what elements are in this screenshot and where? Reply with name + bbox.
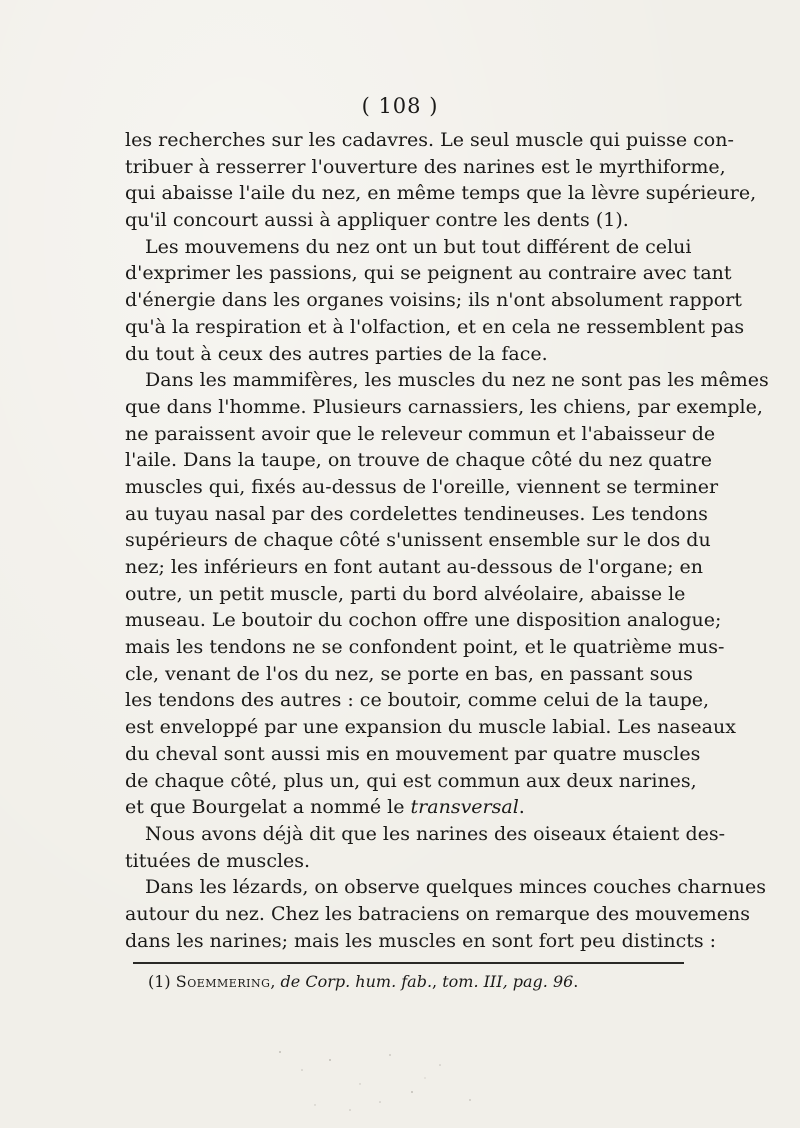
footnote (148, 972, 688, 991)
text-line: l'aile. Dans la taupe, on trouve de chaque côté du nez quatre (125, 449, 712, 472)
paper-specks-decoration (240, 1040, 540, 1120)
footnote-reference: tom. III, pag. 96 (442, 972, 574, 991)
paragraph-start: Les mouvemens du nez ont un but tout différent de celui (145, 235, 692, 258)
text-line: de chaque côté, plus un, qui est commun aux deux narines, (125, 769, 697, 792)
text-line: qu'il concourt aussi à appliquer contre les dents (1). (125, 209, 629, 232)
text-line: mais les tendons ne se confondent point, et le quatrième mus- (125, 636, 725, 659)
text-line: cle, venant de l'os du nez, se porte en bas, en passant sous (125, 662, 693, 685)
paragraph-start: Nous avons déjà dit que les narines des oiseaux étaient des- (145, 822, 726, 845)
text-line: outre, un petit muscle, parti du bord alvéolaire, abaisse le (125, 582, 686, 605)
text-line: tituées de muscles. (125, 849, 311, 872)
text-line: muscles qui, fixés au-dessus de l'oreille, viennent se terminer (125, 475, 719, 498)
text-line: tribuer à resserrer l'ouverture des narines est le myrthiforme, (125, 155, 726, 178)
italic-term: transversal (410, 796, 519, 819)
text-line: autour du nez. Chez les batraciens on remarque des mouvemens (125, 902, 750, 925)
paragraph-start: Dans les lézards, on observe quelques minces couches charnues (145, 876, 766, 899)
text-line: qu'à la respiration et à l'olfaction, et en cela ne ressemblent pas (125, 315, 745, 338)
footnote-author: Soemmering (175, 972, 271, 991)
footnote-end: . (573, 972, 579, 991)
paragraph-start: Dans les mammifères, les muscles du nez ne sont pas les mêmes (145, 369, 769, 392)
page-number: ( 108 ) (361, 94, 439, 118)
text-line: les recherches sur les cadavres. Le seul muscle qui puisse con- (125, 129, 734, 151)
text-line: du cheval sont aussi mis en mouvement par quatre muscles (125, 742, 701, 765)
text-line: est enveloppé par une expansion du muscle labial. Les naseaux (125, 716, 736, 739)
text-line: d'énergie dans les organes voisins; ils n'ont absolument rapport (125, 289, 742, 312)
text-line: dans les narines; mais les muscles en sont fort peu distincts : (125, 929, 717, 952)
footnote-divider (133, 962, 684, 964)
text-line: du tout à ceux des autres parties de la face. (125, 342, 548, 365)
text-fragment: et que Bourgelat a nommé le (125, 796, 411, 819)
text-line: les tendons des autres : ce boutoir, comme celui de la taupe, (125, 689, 710, 712)
text-fragment: . (518, 796, 525, 819)
text-line: qui abaisse l'aile du nez, en même temps que la lèvre supérieure, (125, 182, 757, 205)
footnote-separator: , (432, 972, 443, 991)
text-line: au tuyau nasal par des cordelettes tendineuses. Les tendons (125, 502, 708, 525)
text-line-italic (125, 794, 680, 821)
footnote-marker: (1) (148, 972, 171, 991)
footnote-separator: , (270, 972, 281, 991)
text-line: ne paraissent avoir que le releveur commun et l'abaisseur de (125, 422, 716, 445)
text-line: que dans l'homme. Plusieurs carnassiers, les chiens, par exemple, (125, 395, 763, 418)
body-text (125, 127, 769, 954)
text-line: supérieurs de chaque côté s'unissent ensemble sur le dos du (125, 529, 711, 552)
text-line: nez; les inférieurs en font autant au-dessous de l'organe; en (125, 556, 704, 578)
text-line: museau. Le boutoir du cochon offre une disposition analogue; (125, 609, 722, 632)
footnote-title: de Corp. hum. fab. (280, 972, 433, 991)
text-line: d'exprimer les passions, qui se peignent au contraire avec tant (125, 262, 732, 285)
